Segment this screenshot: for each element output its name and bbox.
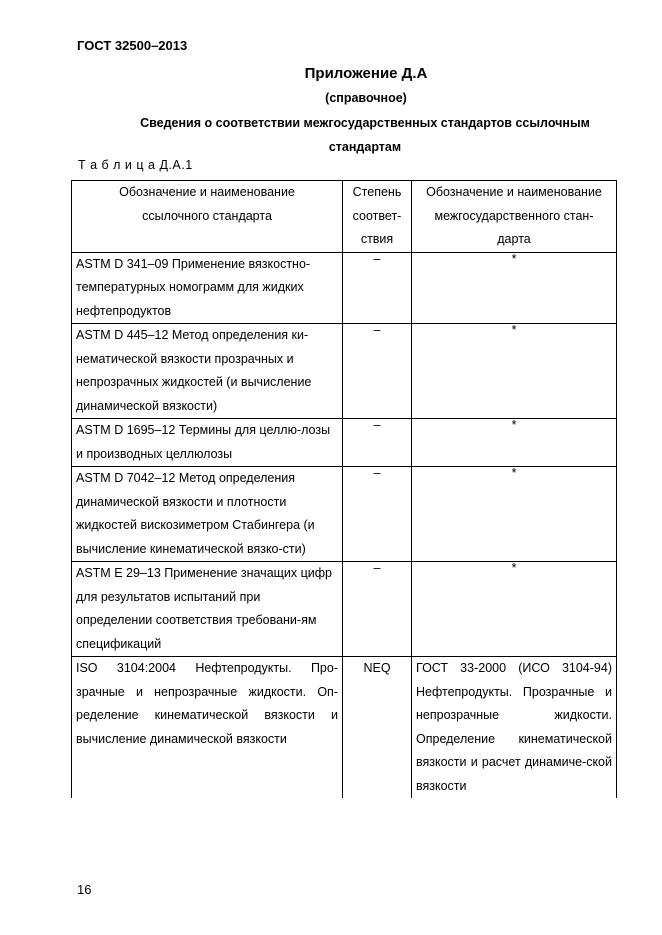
- column-header-degree: [343, 181, 412, 253]
- column-header-interstate: [412, 181, 617, 253]
- appendix-title: Приложение Д.А: [304, 65, 428, 82]
- cell-degree: [343, 562, 412, 657]
- appendix-subtitle: (справочное): [325, 91, 407, 105]
- degree-value: –: [373, 323, 381, 337]
- cell-reference: ASTM D 445–12 Метод определения ки-нематической вязкости прозрачных и непрозрачных жидкостей (и вычисление динамической вязкости): [72, 324, 343, 419]
- header-line: Обозначение и наименование: [426, 185, 602, 199]
- header-line: Обозначение и наименование: [119, 185, 295, 199]
- cell-interstate: [412, 252, 617, 324]
- appendix-heading-line: стандартам: [328, 140, 402, 154]
- cell-interstate: [412, 562, 617, 657]
- cell-interstate: [412, 467, 617, 562]
- cell-reference: ASTM E 29–13 Применение значащих цифр для результатов испытаний при определении соответствия требовани-ям спецификаций: [72, 562, 343, 657]
- table-row: [72, 467, 617, 562]
- cell-reference: ASTM D 1695–12 Термины для целлю-лозы и производных целлюлозы: [72, 419, 343, 467]
- interstate-value: *: [511, 418, 517, 432]
- table-row: [72, 324, 617, 419]
- degree-value: –: [373, 418, 381, 432]
- header-line: дарта: [497, 232, 531, 246]
- cell-degree: [343, 467, 412, 562]
- header-line: Степень: [352, 185, 402, 199]
- document-code: ГОСТ 32500–2013: [77, 38, 188, 53]
- table-row: [72, 562, 617, 657]
- page-number: 16: [77, 882, 92, 897]
- cell-interstate: [412, 419, 617, 467]
- cell-reference: ASTM D 7042–12 Метод определения динамической вязкости и плотности жидкостей вискозиметром Стабингера (и вычисление кинематической вязко-сти): [72, 467, 343, 562]
- table-row: [72, 252, 617, 324]
- degree-value: –: [373, 561, 381, 575]
- interstate-value: *: [511, 251, 517, 266]
- appendix-heading: [105, 111, 625, 159]
- cell-reference: ISO 3104:2004 Нефтепродукты. Про-зрачные и непрозрачные жидкости. Оп-ределение кинематической вязкости и вычисление динамической вязкости: [72, 657, 343, 799]
- table-header-row: [72, 181, 617, 253]
- interstate-value: *: [511, 466, 517, 480]
- appendix-heading-line: Сведения о соответствии межгосударственных стандартов ссылочным: [140, 116, 590, 130]
- interstate-value: *: [511, 561, 517, 575]
- cell-interstate: [412, 324, 617, 419]
- cell-degree: [343, 419, 412, 467]
- cell-degree: [343, 252, 412, 324]
- table-row: [72, 419, 617, 467]
- column-header-reference: [72, 181, 343, 253]
- cell-degree: [343, 324, 412, 419]
- header-line: соответ-: [352, 208, 402, 223]
- table-row: [72, 657, 617, 799]
- header-line: ствия: [360, 232, 394, 246]
- degree-value: –: [373, 251, 381, 266]
- header-line: межгосударственного стан-: [434, 208, 594, 223]
- cell-reference: ASTM D 341–09 Применение вязкостно-температурных номограмм для жидких нефтепродуктов: [72, 252, 343, 324]
- header-line: ссылочного стандарта: [142, 208, 272, 223]
- degree-value: –: [373, 466, 381, 480]
- cell-interstate: ГОСТ 33-2000 (ИСО 3104-94) Нефтепродукты. Прозрачные и непрозрачные жидкости. Определение кинематической вязкости и расчет динамиче-ской вязкости: [412, 657, 617, 799]
- correspondence-table: [71, 180, 617, 798]
- interstate-value: *: [511, 323, 517, 337]
- table-caption: Т а б л и ц а Д.А.1: [78, 158, 193, 172]
- cell-degree: NEQ: [343, 657, 412, 799]
